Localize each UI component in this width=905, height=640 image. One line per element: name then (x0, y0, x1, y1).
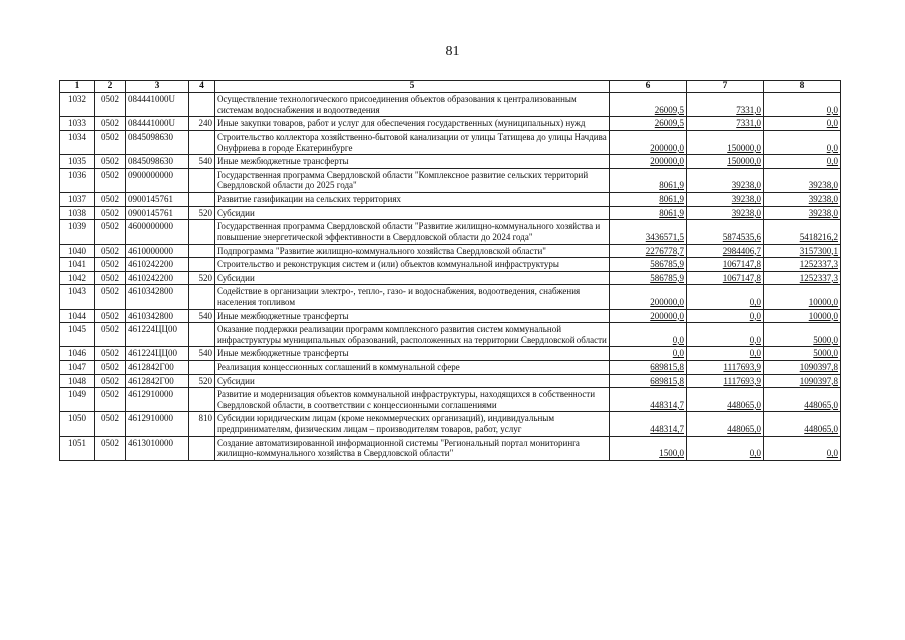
amount-value: 150000,0 (727, 156, 761, 167)
row-number-cell: 1035 (60, 155, 95, 169)
amount-value: 448065,0 (727, 399, 761, 410)
target-article-cell: 461224ЦЦ00 (126, 347, 189, 361)
expense-type-cell: 520 (189, 374, 215, 388)
amount-value: 1500,0 (659, 448, 684, 459)
description-cell: Строительство коллектора хозяйственно-бытовой канализации от улицы Татищева до улицы Начдива Онуфриева в городе Екатеринбурге (215, 131, 610, 155)
amount-col7-cell (687, 117, 764, 131)
section-code-cell: 0502 (95, 361, 126, 375)
description-cell: Оказание поддержки реализации программ комплексного развития систем коммунальной инфраструктуры муниципальных образований, расположенных на территории Свердловской области (215, 323, 610, 347)
amount-value: 8061,9 (659, 180, 684, 191)
amount-value: 5418216,2 (799, 231, 838, 242)
column-header: 1 (60, 81, 95, 93)
expense-type-cell (189, 388, 215, 412)
amount-value: 448314,7 (650, 399, 684, 410)
amount-value: 39238,0 (808, 207, 838, 218)
table-row (60, 168, 841, 192)
amount-value: 3436571,5 (645, 231, 684, 242)
table-row (60, 271, 841, 285)
amount-col7-cell (687, 412, 764, 436)
table-row (60, 155, 841, 169)
section-code-cell: 0502 (95, 388, 126, 412)
amount-value: 2984406,7 (722, 245, 761, 256)
section-code-cell: 0502 (95, 155, 126, 169)
row-number-cell: 1033 (60, 117, 95, 131)
amount-col7-cell (687, 193, 764, 207)
section-code-cell: 0502 (95, 206, 126, 220)
amount-value: 1090397,8 (799, 375, 838, 386)
target-article-cell: 4610342800 (126, 285, 189, 309)
target-article-cell: 0845098630 (126, 131, 189, 155)
description-cell: Государственная программа Свердловской области "Комплексное развитие сельских территорий Свердловской области до 2025 года" (215, 168, 610, 192)
expense-type-cell: 240 (189, 117, 215, 131)
amount-col6-cell (610, 285, 687, 309)
description-cell: Осуществление технологического присоединения объектов образования к централизованным системам водоснабжения и водоотведения (215, 93, 610, 117)
amount-col6-cell (610, 206, 687, 220)
table-row (60, 323, 841, 347)
target-article-cell: 0900145761 (126, 193, 189, 207)
amount-col6-cell (610, 271, 687, 285)
target-article-cell: 4610342800 (126, 309, 189, 323)
amount-col8-cell (764, 412, 841, 436)
section-code-cell: 0502 (95, 374, 126, 388)
table-row (60, 117, 841, 131)
amount-value: 3157300,1 (799, 245, 838, 256)
section-code-cell: 0502 (95, 347, 126, 361)
amount-col7-cell (687, 93, 764, 117)
amount-col7-cell (687, 155, 764, 169)
amount-col8-cell (764, 168, 841, 192)
amount-col6-cell (610, 374, 687, 388)
amount-col7-cell (687, 309, 764, 323)
row-number-cell: 1049 (60, 388, 95, 412)
table-body (60, 93, 841, 461)
section-code-cell: 0502 (95, 323, 126, 347)
amount-value: 39238,0 (731, 180, 761, 191)
amount-value: 5000,0 (813, 334, 838, 345)
description-cell: Иные закупки товаров, работ и услуг для обеспечения государственных (муниципальных) нужд (215, 117, 610, 131)
amount-col7-cell (687, 131, 764, 155)
expense-type-cell (189, 193, 215, 207)
amount-value: 200000,0 (650, 296, 684, 307)
amount-col6-cell (610, 155, 687, 169)
amount-value: 0,0 (826, 156, 838, 167)
amount-value: 7331,0 (736, 104, 761, 115)
description-cell: Субсидии (215, 271, 610, 285)
column-header: 5 (215, 81, 610, 93)
amount-col8-cell (764, 323, 841, 347)
table-row (60, 285, 841, 309)
table-row (60, 361, 841, 375)
description-cell: Субсидии (215, 374, 610, 388)
amount-value: 39238,0 (808, 194, 838, 205)
description-cell: Создание автоматизированной информационной системы "Региональный портал мониторинга жилищно-коммунального хозяйства в Свердловской области" (215, 436, 610, 460)
row-number-cell: 1036 (60, 168, 95, 192)
row-number-cell: 1045 (60, 323, 95, 347)
target-article-cell: 4612910000 (126, 412, 189, 436)
amount-value: 448065,0 (727, 424, 761, 435)
amount-col8-cell (764, 285, 841, 309)
amount-col8-cell (764, 131, 841, 155)
amount-col7-cell (687, 220, 764, 244)
table-row (60, 436, 841, 460)
expense-type-cell: 540 (189, 347, 215, 361)
description-cell: Строительство и реконструкция систем и (или) объектов коммунальной инфраструктуры (215, 258, 610, 272)
expense-type-cell: 540 (189, 309, 215, 323)
amount-col6-cell (610, 131, 687, 155)
column-header: 2 (95, 81, 126, 93)
target-article-cell: 4613010000 (126, 436, 189, 460)
table-row (60, 131, 841, 155)
amount-col7-cell (687, 271, 764, 285)
amount-col7-cell (687, 347, 764, 361)
section-code-cell: 0502 (95, 93, 126, 117)
expense-type-cell: 520 (189, 206, 215, 220)
amount-col7-cell (687, 436, 764, 460)
amount-col8-cell (764, 436, 841, 460)
amount-value: 150000,0 (727, 142, 761, 153)
description-cell: Подпрограмма "Развитие жилищно-коммунального хозяйства Свердловской области" (215, 244, 610, 258)
amount-value: 0,0 (826, 118, 838, 129)
amount-value: 5874535,6 (722, 231, 761, 242)
table-row (60, 220, 841, 244)
amount-col8-cell (764, 244, 841, 258)
description-cell: Иные межбюджетные трансферты (215, 155, 610, 169)
amount-value: 39238,0 (731, 194, 761, 205)
amount-col8-cell (764, 155, 841, 169)
budget-table (59, 80, 841, 461)
column-header: 8 (764, 81, 841, 93)
column-header: 6 (610, 81, 687, 93)
description-cell: Развитие газификации на сельских территориях (215, 193, 610, 207)
amount-col6-cell (610, 347, 687, 361)
expense-type-cell (189, 244, 215, 258)
amount-col8-cell (764, 347, 841, 361)
amount-col6-cell (610, 436, 687, 460)
amount-col8-cell (764, 361, 841, 375)
amount-value: 200000,0 (650, 310, 684, 321)
row-number-cell: 1032 (60, 93, 95, 117)
description-cell: Развитие и модернизация объектов коммунальной инфраструктуры, находящихся в собственности Свердловской области, в соответствии с концессионными соглашениями (215, 388, 610, 412)
description-cell: Субсидии (215, 206, 610, 220)
table-row (60, 347, 841, 361)
amount-value: 1117693,9 (723, 375, 761, 386)
amount-value: 39238,0 (731, 207, 761, 218)
amount-col8-cell (764, 374, 841, 388)
row-number-cell: 1046 (60, 347, 95, 361)
amount-value: 448314,7 (650, 424, 684, 435)
row-number-cell: 1044 (60, 309, 95, 323)
amount-value: 0,0 (826, 142, 838, 153)
amount-col8-cell (764, 206, 841, 220)
expense-type-cell (189, 220, 215, 244)
table-row (60, 258, 841, 272)
amount-value: 0,0 (672, 348, 684, 359)
amount-value: 586785,9 (650, 272, 684, 283)
expense-type-cell (189, 323, 215, 347)
target-article-cell: 461224ЦЦ00 (126, 323, 189, 347)
target-article-cell: 4612842Г00 (126, 361, 189, 375)
expense-type-cell: 810 (189, 412, 215, 436)
section-code-cell: 0502 (95, 168, 126, 192)
amount-col7-cell (687, 388, 764, 412)
amount-value: 10000,0 (808, 296, 838, 307)
target-article-cell: 4612910000 (126, 388, 189, 412)
amount-col6-cell (610, 93, 687, 117)
expense-type-cell (189, 168, 215, 192)
table-row (60, 309, 841, 323)
amount-value: 448065,0 (804, 424, 838, 435)
table-row (60, 244, 841, 258)
row-number-cell: 1048 (60, 374, 95, 388)
amount-value: 0,0 (749, 348, 761, 359)
amount-col7-cell (687, 361, 764, 375)
row-number-cell: 1040 (60, 244, 95, 258)
row-number-cell: 1038 (60, 206, 95, 220)
row-number-cell: 1047 (60, 361, 95, 375)
amount-col8-cell (764, 220, 841, 244)
amount-col8-cell (764, 93, 841, 117)
amount-value: 5000,0 (813, 348, 838, 359)
amount-value: 1067147,8 (722, 272, 761, 283)
amount-value: 0,0 (672, 334, 684, 345)
amount-col7-cell (687, 244, 764, 258)
expense-type-cell (189, 93, 215, 117)
section-code-cell: 0502 (95, 220, 126, 244)
target-article-cell: 4610242200 (126, 258, 189, 272)
section-code-cell: 0502 (95, 436, 126, 460)
row-number-cell: 1039 (60, 220, 95, 244)
amount-col8-cell (764, 309, 841, 323)
amount-value: 26009,5 (654, 104, 684, 115)
amount-col6-cell (610, 193, 687, 207)
amount-value: 200000,0 (650, 142, 684, 153)
description-cell: Иные межбюджетные трансферты (215, 347, 610, 361)
amount-value: 689815,8 (650, 362, 684, 372)
section-code-cell: 0502 (95, 131, 126, 155)
row-number-cell: 1050 (60, 412, 95, 436)
amount-value: 2276778,7 (645, 245, 684, 256)
amount-col8-cell (764, 117, 841, 131)
expense-type-cell: 540 (189, 155, 215, 169)
expense-type-cell (189, 258, 215, 272)
amount-value: 1090397,8 (799, 362, 838, 372)
amount-col7-cell (687, 285, 764, 309)
expense-type-cell (189, 361, 215, 375)
table-row (60, 193, 841, 207)
amount-value: 1252337,3 (799, 272, 838, 283)
table-row (60, 412, 841, 436)
amount-col7-cell (687, 323, 764, 347)
amount-value: 0,0 (749, 334, 761, 345)
row-number-cell: 1051 (60, 436, 95, 460)
target-article-cell: 0845098630 (126, 155, 189, 169)
section-code-cell: 0502 (95, 193, 126, 207)
table-row (60, 374, 841, 388)
description-cell: Субсидии юридическим лицам (кроме некоммерческих организаций), индивидуальным предпринимателям, физическим лицам – производителям товаров, работ, услуг (215, 412, 610, 436)
amount-col6-cell (610, 258, 687, 272)
amount-col8-cell (764, 258, 841, 272)
amount-col6-cell (610, 412, 687, 436)
table-row (60, 206, 841, 220)
target-article-cell: 4610000000 (126, 244, 189, 258)
amount-value: 8061,9 (659, 194, 684, 205)
amount-col8-cell (764, 271, 841, 285)
target-article-cell: 0900145761 (126, 206, 189, 220)
row-number-cell: 1043 (60, 285, 95, 309)
column-header: 3 (126, 81, 189, 93)
amount-col7-cell (687, 168, 764, 192)
target-article-cell: 4600000000 (126, 220, 189, 244)
column-header: 4 (189, 81, 215, 93)
amount-col6-cell (610, 244, 687, 258)
section-code-cell: 0502 (95, 285, 126, 309)
amount-col6-cell (610, 309, 687, 323)
expense-type-cell (189, 436, 215, 460)
description-cell: Содействие в организации электро-, тепло-, газо- и водоснабжения, водоотведения, снабжения населения топливом (215, 285, 610, 309)
expense-type-cell (189, 131, 215, 155)
amount-value: 0,0 (826, 448, 838, 459)
section-code-cell: 0502 (95, 258, 126, 272)
amount-value: 0,0 (749, 296, 761, 307)
amount-value: 586785,9 (650, 259, 684, 270)
amount-value: 39238,0 (808, 180, 838, 191)
amount-value: 26009,5 (654, 118, 684, 129)
amount-value: 0,0 (749, 310, 761, 321)
expense-type-cell: 520 (189, 271, 215, 285)
amount-value: 1252337,3 (799, 259, 838, 270)
amount-value: 8061,9 (659, 207, 684, 218)
amount-value: 0,0 (826, 104, 838, 115)
expense-type-cell (189, 285, 215, 309)
amount-value: 7331,0 (736, 118, 761, 129)
amount-value: 689815,8 (650, 375, 684, 386)
row-number-cell: 1034 (60, 131, 95, 155)
amount-col8-cell (764, 193, 841, 207)
table-row (60, 388, 841, 412)
section-code-cell: 0502 (95, 309, 126, 323)
amount-value: 1067147,8 (722, 259, 761, 270)
table-row (60, 93, 841, 117)
section-code-cell: 0502 (95, 244, 126, 258)
table-header-row (60, 81, 841, 93)
amount-col6-cell (610, 220, 687, 244)
amount-value: 200000,0 (650, 156, 684, 167)
target-article-cell: 084441000U (126, 93, 189, 117)
amount-col7-cell (687, 374, 764, 388)
row-number-cell: 1041 (60, 258, 95, 272)
row-number-cell: 1042 (60, 271, 95, 285)
amount-col6-cell (610, 117, 687, 131)
target-article-cell: 4612842Г00 (126, 374, 189, 388)
target-article-cell: 4610242200 (126, 271, 189, 285)
target-article-cell: 0900000000 (126, 168, 189, 192)
target-article-cell: 084441000U (126, 117, 189, 131)
section-code-cell: 0502 (95, 271, 126, 285)
page-number: 81 (445, 44, 460, 59)
amount-col6-cell (610, 323, 687, 347)
section-code-cell: 0502 (95, 117, 126, 131)
description-cell: Государственная программа Свердловской области "Развитие жилищно-коммунального хозяйства и повышение энергетической эффективности в Свердловской области до 2024 года" (215, 220, 610, 244)
amount-value: 0,0 (749, 448, 761, 459)
amount-col6-cell (610, 361, 687, 375)
amount-value: 1117693,9 (723, 362, 761, 372)
amount-col7-cell (687, 258, 764, 272)
amount-col7-cell (687, 206, 764, 220)
amount-value: 10000,0 (808, 310, 838, 321)
section-code-cell: 0502 (95, 412, 126, 436)
amount-col6-cell (610, 168, 687, 192)
description-cell: Иные межбюджетные трансферты (215, 309, 610, 323)
amount-col8-cell (764, 388, 841, 412)
column-header: 7 (687, 81, 764, 93)
amount-value: 448065,0 (804, 399, 838, 410)
row-number-cell: 1037 (60, 193, 95, 207)
amount-col6-cell (610, 388, 687, 412)
description-cell: Реализация концессионных соглашений в коммунальной сфере (215, 361, 610, 375)
